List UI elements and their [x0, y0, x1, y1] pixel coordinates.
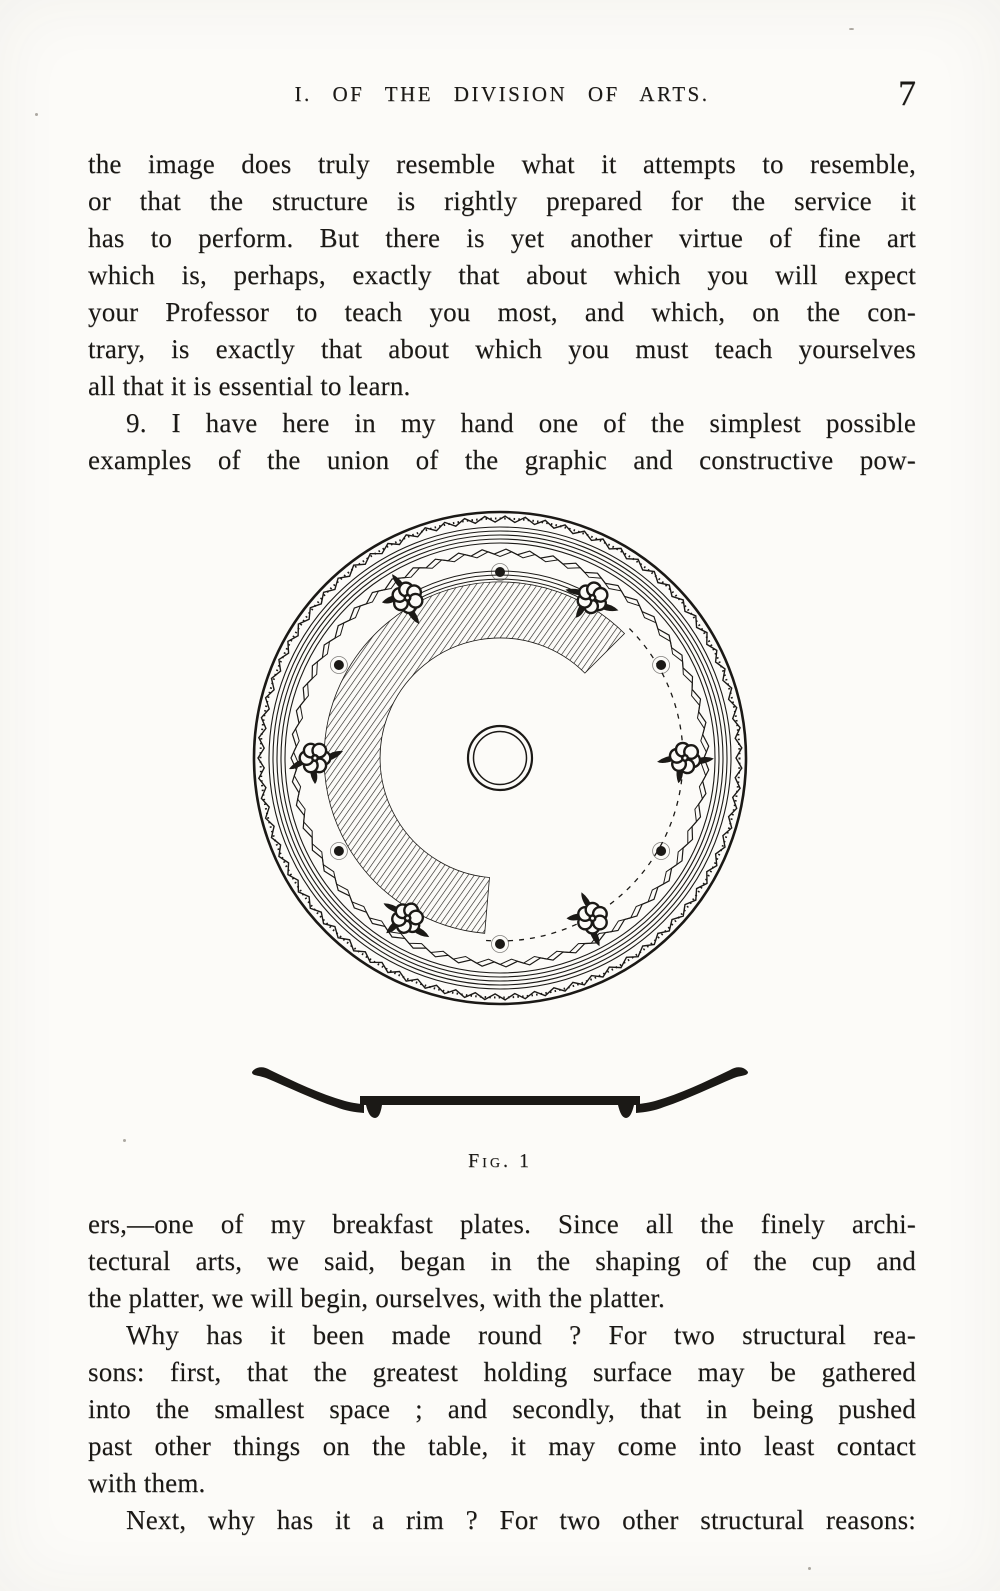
plate-top-view — [254, 512, 746, 1004]
scan-speck — [35, 113, 38, 116]
body-text-below-figure — [88, 1206, 916, 1539]
scan-speck — [808, 1567, 811, 1570]
text-line: 9. I have here in my hand one of the simplest possible — [126, 408, 916, 438]
scan-speck — [123, 1139, 126, 1142]
text-line: which is, perhaps, exactly that about which you will expect — [88, 260, 916, 290]
text-line: into the smallest space ; and secondly, that in being pushed — [88, 1394, 916, 1424]
text-line: Next, why has it a rim ? For two other structural reasons: — [126, 1505, 916, 1535]
text-line: your Professor to teach you most, and which, on the con- — [88, 297, 916, 327]
text-line: the image does truly resemble what it attempts to resemble, — [88, 149, 916, 179]
text-line: Why has it been made round ? For two structural rea- — [126, 1320, 916, 1350]
text-line: sons: first, that the greatest holding surface may be gathered — [88, 1357, 916, 1387]
text-line: or that the structure is rightly prepared for the service it — [88, 186, 916, 216]
text-line: the platter, we will begin, ourselves, with the platter. — [88, 1283, 665, 1313]
figure-1 — [238, 506, 762, 1182]
plate-cross-section — [252, 1067, 748, 1118]
text-line: tectural arts, we said, began in the shaping of the cup and — [88, 1246, 916, 1276]
scan-speck — [849, 28, 854, 30]
body-text-above-figure — [88, 146, 916, 479]
text-line: has to perform. But there is yet another virtue of fine art — [88, 223, 916, 253]
text-line: examples of the union of the graphic and constructive pow- — [88, 445, 916, 475]
text-line: trary, is exactly that about which you must teach yourselves — [88, 334, 916, 364]
text-line: with them. — [88, 1468, 206, 1498]
figure-caption: Fig. 1 — [468, 1150, 532, 1172]
page-number: 7 — [898, 73, 916, 113]
running-header-title: I. OF THE DIVISION OF ARTS. — [294, 82, 710, 106]
text-line: past other things on the table, it may come into least contact — [88, 1431, 916, 1461]
text-line: ers,—one of my breakfast plates. Since all the finely archi- — [88, 1209, 916, 1239]
text-line: all that it is essential to learn. — [88, 371, 411, 401]
running-header — [88, 73, 916, 113]
plate-engraving-illustration — [238, 506, 762, 1146]
